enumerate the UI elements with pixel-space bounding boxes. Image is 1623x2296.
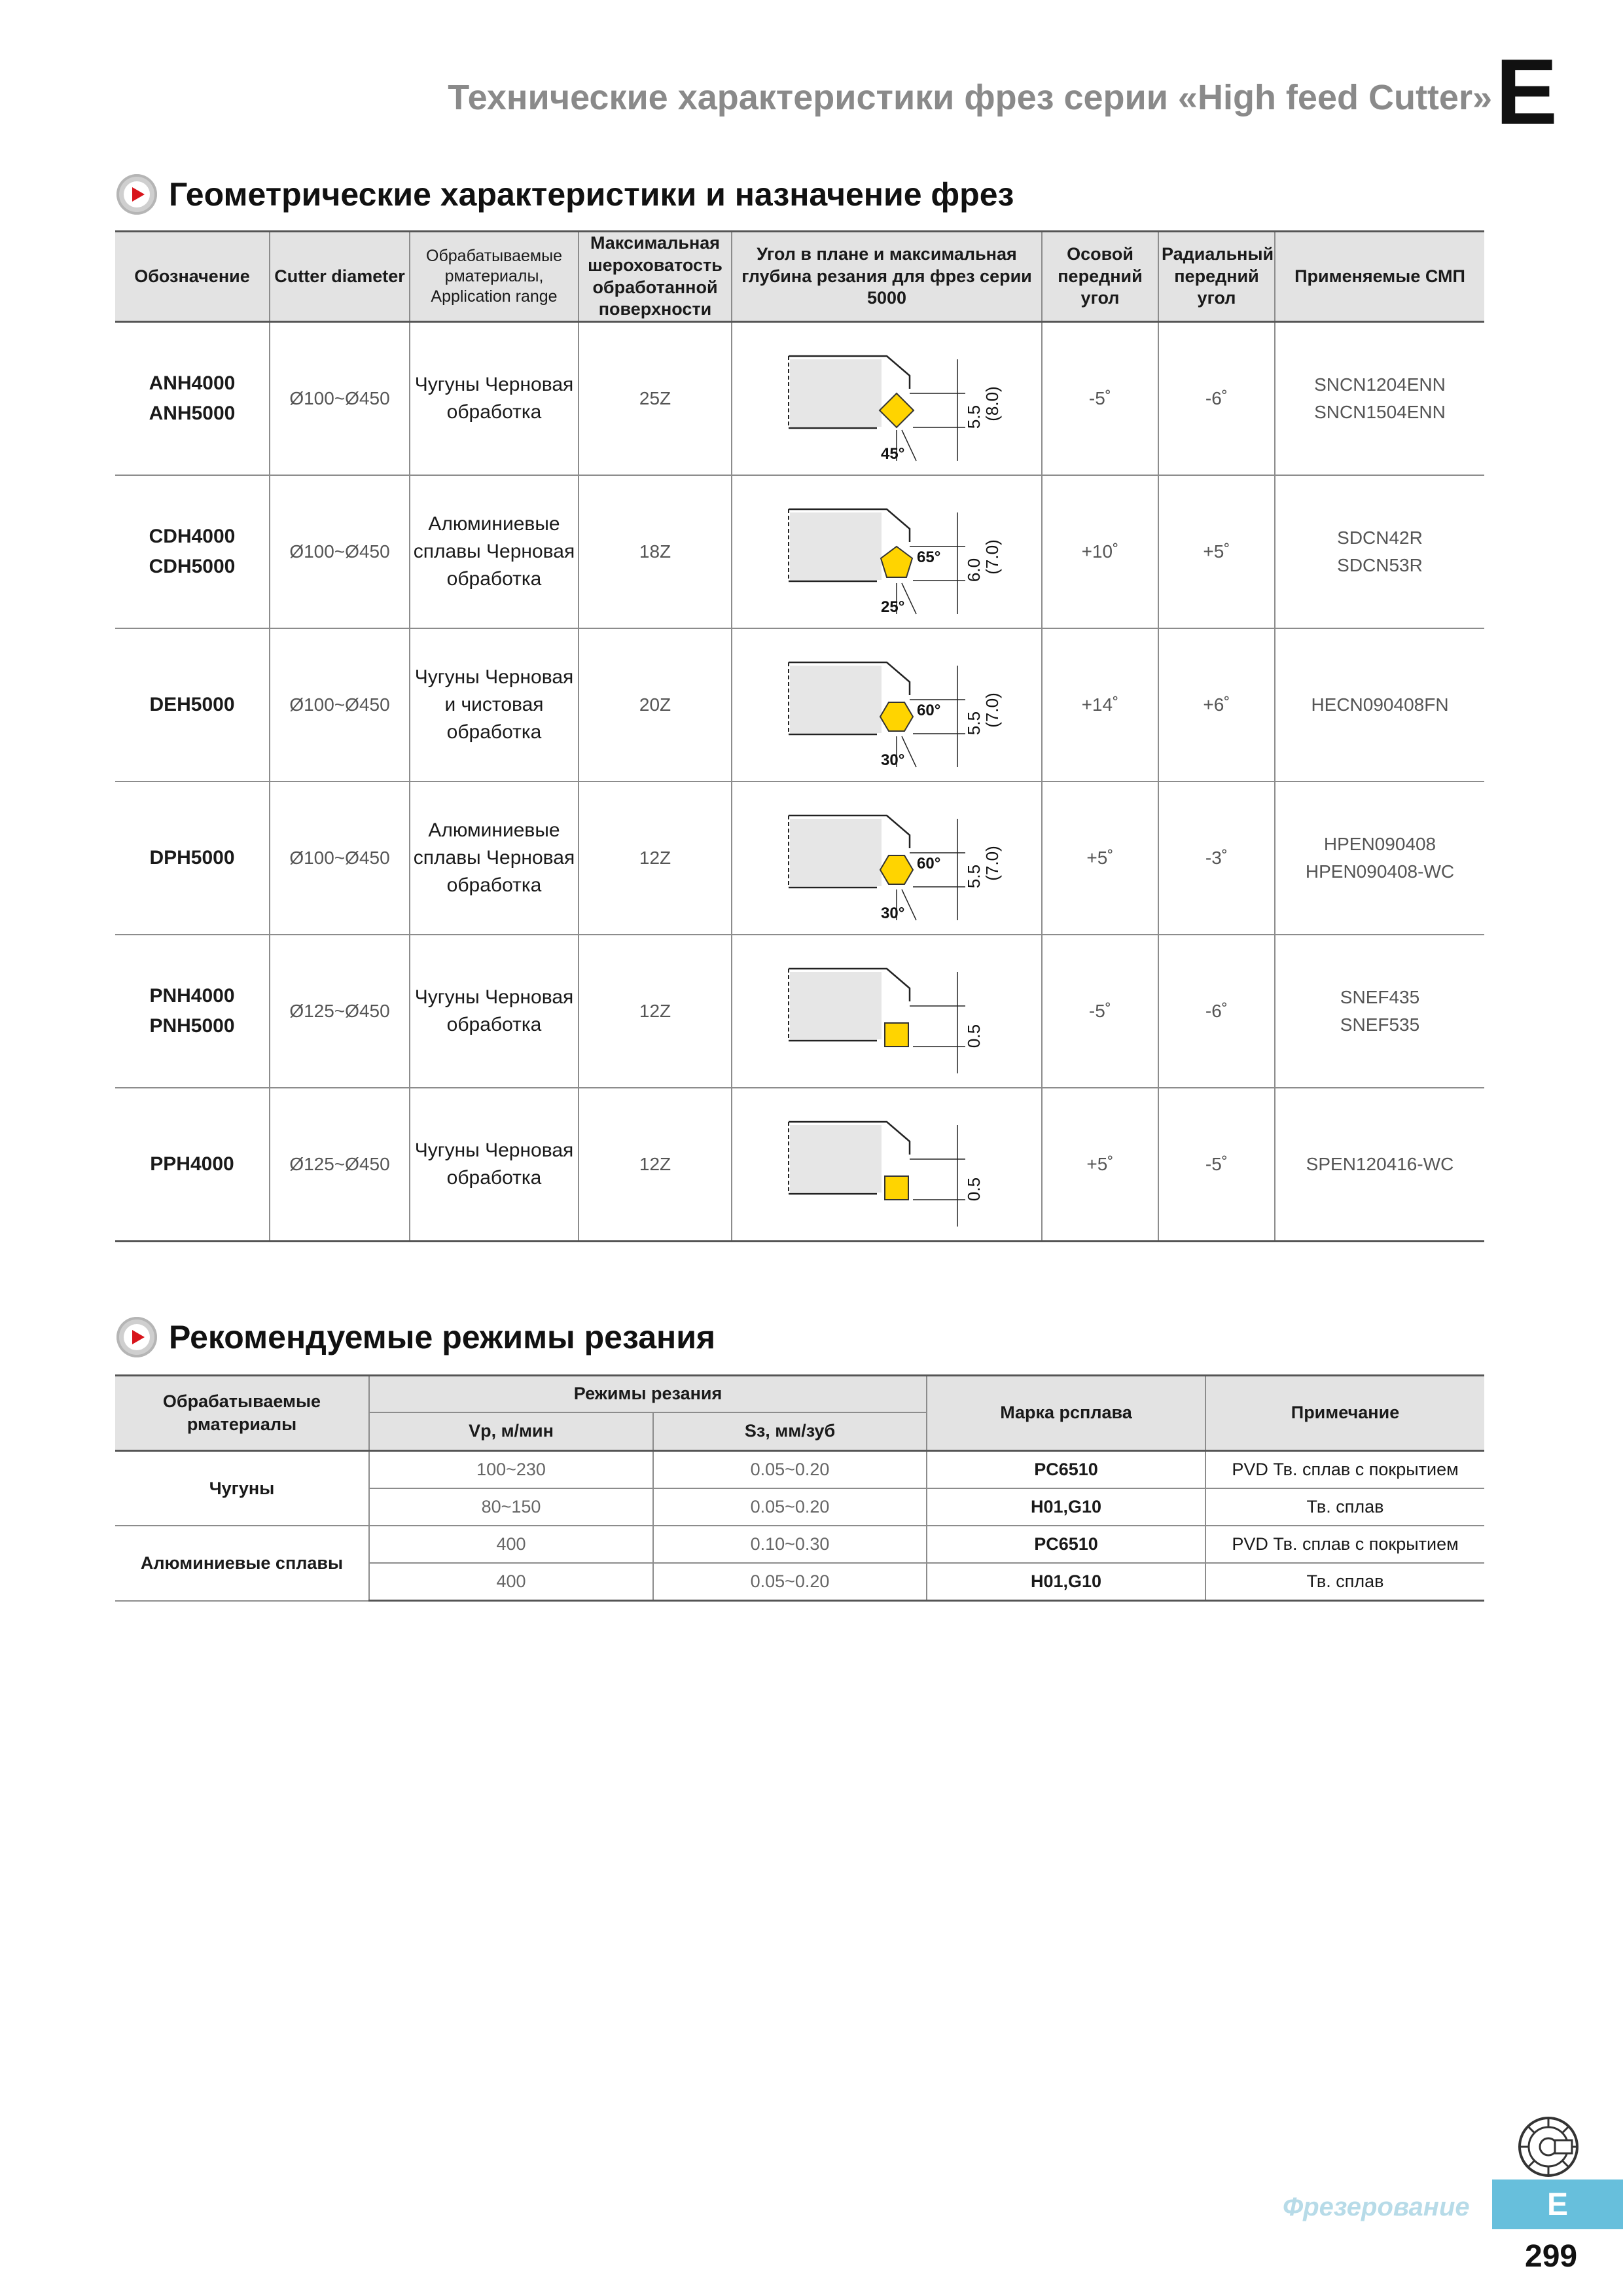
- designation-code: CDH5000: [149, 556, 236, 577]
- axial-angle-cell: +10˚: [1042, 475, 1158, 628]
- inserts-cell: [1275, 935, 1484, 1088]
- insert-shape-icon: [885, 1176, 908, 1200]
- roughness-cell: 12Z: [579, 1088, 732, 1242]
- designation-code: PNH4000: [149, 984, 235, 1007]
- axial-angle-cell: -5˚: [1042, 322, 1158, 476]
- material-cell: Алюминиевые сплавы Черновая обработка: [410, 475, 579, 628]
- angle-diagram-cell: [732, 1088, 1042, 1242]
- vp-cell: 100~230: [369, 1451, 653, 1489]
- designation-code: DPH5000: [149, 846, 235, 869]
- diameter-cell: Ø125~Ø450: [270, 935, 410, 1088]
- depth-label: 0.5: [964, 1024, 984, 1049]
- insert-code: SDCN53R: [1337, 555, 1423, 575]
- cutting-modes-table: [115, 1374, 1484, 1602]
- max-depth-label: (7.0): [982, 692, 1002, 728]
- angle-diagram-cell: [732, 781, 1042, 935]
- insert-code: SNCN1204ENN: [1314, 374, 1446, 395]
- material-cell: Чугуны: [115, 1451, 369, 1526]
- material-cell: Алюминиевые сплавы: [115, 1526, 369, 1601]
- milling-cutter-icon: [1516, 2114, 1581, 2179]
- col-material: Обрабатываемые рматериалы, Application range: [410, 232, 579, 322]
- depth-label: 5.5: [964, 711, 984, 736]
- page-number: 299: [1525, 2239, 1578, 2274]
- insert-code: SPEN120416-WC: [1306, 1154, 1454, 1174]
- diameter-cell: Ø100~Ø450: [270, 475, 410, 628]
- designation-code: ANH5000: [149, 403, 236, 424]
- page-title: Технические характеристики фрез серии «High feed Cutter»: [448, 78, 1492, 117]
- insert-shape-icon: [880, 855, 913, 884]
- designation-cell: [115, 1088, 270, 1242]
- section2-title: Рекомендуемые режимы резания: [169, 1319, 716, 1355]
- table-row: [115, 1451, 1484, 1489]
- diameter-cell: Ø125~Ø450: [270, 1088, 410, 1242]
- depth-label: 6.0: [964, 558, 984, 583]
- col-sz: Sз, мм/зуб: [653, 1412, 927, 1451]
- designation-cell: [115, 628, 270, 781]
- sz-cell: 0.05~0.20: [653, 1488, 927, 1526]
- grade-cell: PC6510: [927, 1526, 1205, 1563]
- insert-geometry-diagram: [769, 333, 1005, 464]
- axial-angle-cell: +5˚: [1042, 781, 1158, 935]
- col-material: Обрабатываемые рматериалы: [115, 1376, 369, 1451]
- material-cell: Чугуны Черновая обработка: [410, 1088, 579, 1242]
- table-row: [115, 781, 1484, 935]
- sz-cell: 0.05~0.20: [653, 1451, 927, 1489]
- insert-code: HPEN090408-WC: [1305, 861, 1455, 882]
- table-row: [115, 1088, 1484, 1242]
- radial-angle-cell: +5˚: [1158, 475, 1275, 628]
- angle-diagram-cell: [732, 322, 1042, 476]
- col-vp: Vp, м/мин: [369, 1412, 653, 1451]
- insert-geometry-diagram: [769, 639, 1005, 770]
- insert-geometry-diagram: [769, 946, 1005, 1077]
- axial-angle-cell: +14˚: [1042, 628, 1158, 781]
- col-designation: Обозначение: [115, 232, 270, 322]
- geometry-table: [115, 230, 1484, 1242]
- insert-geometry-diagram: [769, 486, 1005, 617]
- lead-angle-label: 25°: [881, 598, 905, 616]
- roughness-cell: 12Z: [579, 935, 732, 1088]
- angle-diagram-cell: [732, 628, 1042, 781]
- axial-angle-cell: -5˚: [1042, 935, 1158, 1088]
- insert-code: SNEF535: [1340, 1014, 1420, 1035]
- insert-code: SDCN42R: [1337, 528, 1423, 548]
- lead-angle-label: 30°: [881, 751, 905, 769]
- radial-angle-cell: -5˚: [1158, 1088, 1275, 1242]
- note-cell: Тв. сплав: [1205, 1488, 1484, 1526]
- section-letter: E: [1495, 40, 1558, 144]
- roughness-cell: 25Z: [579, 322, 732, 476]
- radial-angle-cell: -6˚: [1158, 935, 1275, 1088]
- insert-shape-icon: [880, 702, 913, 731]
- table-row: [115, 935, 1484, 1088]
- vp-cell: 80~150: [369, 1488, 653, 1526]
- designation-cell: [115, 322, 270, 476]
- section1-heading: [116, 174, 1014, 215]
- sz-cell: 0.10~0.30: [653, 1526, 927, 1563]
- col-diameter: Cutter diameter: [270, 232, 410, 322]
- insert-shape-icon: [885, 1023, 908, 1047]
- axial-angle-cell: +5˚: [1042, 1088, 1158, 1242]
- designation-cell: [115, 935, 270, 1088]
- designation-code: CDH4000: [149, 525, 236, 547]
- lead-angle-label: 30°: [881, 905, 905, 922]
- side-angle-label: 65°: [917, 548, 941, 566]
- max-depth-label: (8.0): [982, 386, 1002, 422]
- diameter-cell: Ø100~Ø450: [270, 781, 410, 935]
- roughness-cell: 20Z: [579, 628, 732, 781]
- table-header-row: [115, 1376, 1484, 1413]
- insert-geometry-diagram: [769, 1099, 1005, 1230]
- lead-angle-label: 45°: [881, 445, 905, 463]
- insert-geometry-diagram: [769, 793, 1005, 924]
- col-axial: Осовой передний угол: [1042, 232, 1158, 322]
- roughness-cell: 12Z: [579, 781, 732, 935]
- grade-cell: H01,G10: [927, 1488, 1205, 1526]
- footer-category: Фрезерование: [1283, 2193, 1470, 2221]
- vp-cell: 400: [369, 1526, 653, 1563]
- side-angle-label: 60°: [917, 702, 941, 719]
- section2-heading: [116, 1317, 715, 1357]
- inserts-cell: [1275, 628, 1484, 781]
- play-bullet-icon: [116, 1317, 157, 1357]
- roughness-cell: 18Z: [579, 475, 732, 628]
- angle-diagram-cell: [732, 935, 1042, 1088]
- col-inserts: Применяемые СМП: [1275, 232, 1484, 322]
- play-bullet-icon: [116, 174, 157, 215]
- col-radial: Радиальный передний угол: [1158, 232, 1275, 322]
- insert-code: SNEF435: [1340, 987, 1420, 1007]
- inserts-cell: [1275, 1088, 1484, 1242]
- table-row: [115, 1526, 1484, 1563]
- insert-code: HPEN090408: [1323, 834, 1436, 854]
- insert-code: SNCN1504ENN: [1314, 402, 1446, 422]
- grade-cell: H01,G10: [927, 1563, 1205, 1601]
- designation-cell: [115, 781, 270, 935]
- footer-section-tab: E: [1492, 2179, 1623, 2229]
- insert-code: HECN090408FN: [1311, 694, 1449, 715]
- material-cell: Чугуны Черновая и чистовая обработка: [410, 628, 579, 781]
- material-cell: Чугуны Черновая обработка: [410, 322, 579, 476]
- radial-angle-cell: +6˚: [1158, 628, 1275, 781]
- note-cell: PVD Тв. сплав с покрытием: [1205, 1451, 1484, 1489]
- note-cell: PVD Тв. сплав с покрытием: [1205, 1526, 1484, 1563]
- inserts-cell: [1275, 781, 1484, 935]
- col-note: Примечание: [1205, 1376, 1484, 1451]
- insert-shape-icon: [881, 547, 912, 577]
- depth-label: 0.5: [964, 1177, 984, 1202]
- designation-code: PPH4000: [150, 1153, 234, 1175]
- diameter-cell: Ø100~Ø450: [270, 628, 410, 781]
- col-grade: Марка рсплава: [927, 1376, 1205, 1451]
- table-row: [115, 475, 1484, 628]
- max-depth-label: (7.0): [982, 539, 1002, 575]
- depth-label: 5.5: [964, 404, 984, 429]
- radial-angle-cell: -3˚: [1158, 781, 1275, 935]
- depth-label: 5.5: [964, 864, 984, 889]
- sz-cell: 0.05~0.20: [653, 1563, 927, 1601]
- inserts-cell: [1275, 322, 1484, 476]
- grade-cell: PC6510: [927, 1451, 1205, 1489]
- table-header-row: [115, 232, 1484, 322]
- designation-cell: [115, 475, 270, 628]
- material-cell: Алюминиевые сплавы Черновая обработка: [410, 781, 579, 935]
- designation-code: PNH5000: [149, 1015, 235, 1037]
- inserts-cell: [1275, 475, 1484, 628]
- designation-code: ANH4000: [149, 372, 236, 394]
- section1-title: Геометрические характеристики и назначение фрез: [169, 176, 1014, 213]
- diameter-cell: Ø100~Ø450: [270, 322, 410, 476]
- radial-angle-cell: -6˚: [1158, 322, 1275, 476]
- table-row: [115, 628, 1484, 781]
- col-angle: Угол в плане и максимальная глубина резания для фрез серии 5000: [732, 232, 1042, 322]
- material-cell: Чугуны Черновая обработка: [410, 935, 579, 1088]
- col-modes: Режимы резания: [369, 1376, 927, 1413]
- note-cell: Тв. сплав: [1205, 1563, 1484, 1601]
- col-roughness: Максимальная шероховатость обработанной поверхности: [579, 232, 732, 322]
- angle-diagram-cell: [732, 475, 1042, 628]
- insert-shape-icon: [880, 393, 914, 427]
- table-row: [115, 322, 1484, 476]
- vp-cell: 400: [369, 1563, 653, 1601]
- side-angle-label: 60°: [917, 855, 941, 872]
- max-depth-label: (7.0): [982, 846, 1002, 881]
- designation-code: DEH5000: [149, 693, 235, 715]
